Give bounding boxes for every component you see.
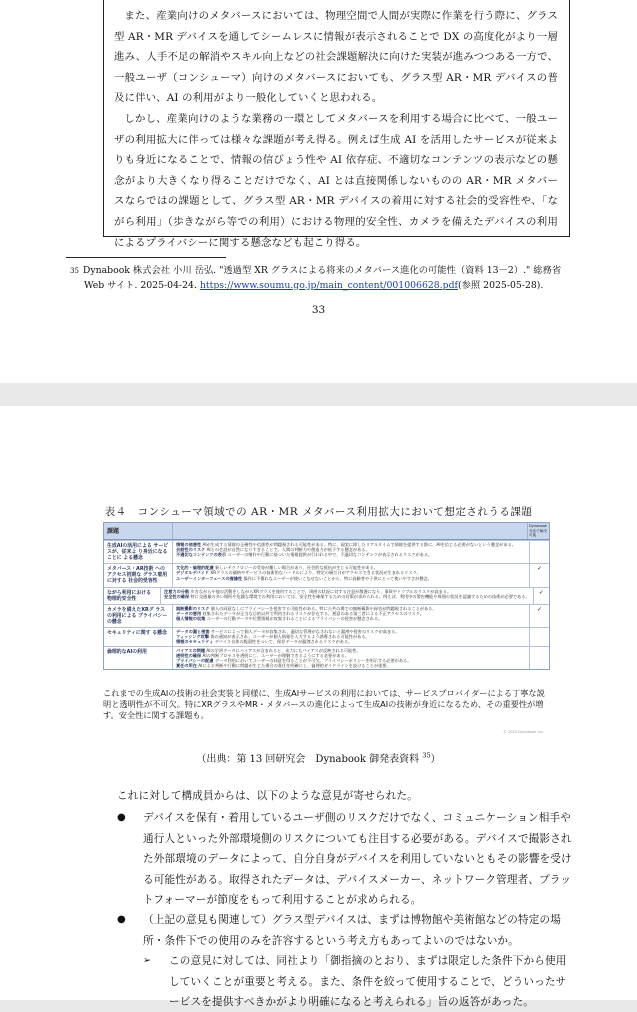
table-watermark: © 2025 Dynabook Inc.: [503, 730, 544, 734]
detail-line: [176, 576, 526, 581]
header-check: Dynabook 対応で解決可能: [529, 524, 548, 537]
table-row: [104, 646, 549, 670]
detail-term: プライバシーの配慮: [176, 658, 214, 664]
issue-cell: セキュリティに関す る懸念: [107, 630, 167, 637]
detail-desc: AIが生成する情報の正確性や信憑性が問題視される可能性がある。特に、現実に即したリアルタイムで情報を提供する際に、AIを信じる必要がないという懸念がある。: [201, 542, 516, 547]
reply-sub-bullet: [103, 951, 573, 1012]
detail-desc: ユーザーの行動データや位置情報が収集されることによるプライバシーの侵害が懸念される。: [205, 616, 383, 622]
footnote-divider: [66, 257, 226, 258]
boxed-text-block: [103, 0, 570, 249]
footnote-text: Dynabook 株式会社 小川 岳弘. "透過型 XR グラスによる将来のメタバース進化の可能性（資料 13－2）." 総務省 Web サイト. 2025-04-24.: [82, 265, 562, 291]
issue-cell: ながら利用における 物理的安全性: [107, 589, 152, 602]
check-cell: ✓: [533, 588, 549, 604]
reply-text: この意見に対しては、同社より「御指摘のとおり、まずは限定した条件下から使用していくことが重要と考える。また、条件を絞って使用することで、どういったサービスを提供すべきかがより明確になると考えられる」旨の返答があった。: [169, 955, 567, 1009]
page-number: 33: [311, 304, 326, 316]
header-detail: [172, 523, 527, 539]
detail-desc: 個人の同意なしにプライバシーを侵害する可能性がある。特に公共の場での無断撮影や録音が問題視されることがある。: [209, 605, 437, 611]
detail-desc: データ利用においてユーザーの同意を得ることが不可欠。プライバシーポリシーを明示する必要がある。: [213, 658, 412, 664]
detail-desc: XRグラスの価格やサービスの技術的なハードルにより、特定の層だけがアクセスできる状況が生まれるリスク。: [209, 570, 421, 576]
table-note: [103, 688, 548, 738]
check-cell: [529, 541, 549, 563]
detail-term: 注意力の分散: [164, 588, 190, 594]
footnote-number: 35: [70, 267, 79, 275]
detail-line: [176, 639, 526, 644]
bullet-marker: ●: [117, 914, 126, 926]
footnote-tail: (参照 2025-05-28).: [458, 279, 544, 291]
detail-term: データの漏と侵害: [176, 629, 210, 635]
detail-term: ユーザーインターフェースの複雑性: [176, 575, 243, 581]
check-cell: ✓: [529, 605, 549, 627]
detail-desc: 偽の通知が表示され、ユーザーが個人情報を入力するよう誘導される可能性がある。: [208, 634, 370, 640]
detail-cell: [172, 605, 529, 627]
detail-line: [164, 594, 530, 599]
page-upper: [0, 0, 637, 383]
table-row: [104, 540, 549, 563]
detail-term: バイアスの問題: [176, 647, 206, 653]
opinion-bullet-1-text: デバイスを保有・着用しているユーザ側のリスクだけでなく、コミュニケーション相手や通行人といった外部環境側のリスクについても注目する必要がある。デバイスで撮影された外部環境のデータによって、自分自身がデバイスを利用していないともその影響を受ける可能性がある。取得されたデータは、デバイスメーカー、ネットワーク管理者、プラットフォーマーが節度をもって利用することが求められる。: [143, 812, 572, 907]
box-paragraph-2: しかし、産業向けのような業務の一環としてメタバースを利用する場合に比べて、一般ユーザの利用拡大に伴っては様々な課題が考え得る。例えば生成 AI を活用したサービスが従来よりも身近になることで、情報の信びょう性や AI 依存症、不適切なコンテンツの表示などの懸念がより大きくなり得ることだけでなく、AI とは直接関係しないものの AR・MR メタバースならではの課題として、グラス型 AR・MR デバイスの着用に対する社会的受容性や、「ながら利用」（歩きながら等での利用）における物理的安全性、カメラを備えたデバイスの利用によるプライバシーに関する懸念なども起こり得る。: [114, 112, 558, 249]
table-row: [104, 604, 549, 627]
box-paragraph-1: また、産業向けのメタバースにおいては、物理空間で人間が実際に作業を行う際に、グラス型 AR・MR デバイスを通してシームレスに情報が表示されることで DX の高度化がより一層進み、人手不足の解消やスキル向上などの社会課題解決に向けた実装が進みつつある一方で、一般ユーザ（コンシューマ）向けのメタバースにおいても、グラス型 AR・MR デバイスの普及に伴い、AI の利用がより一般化していくと思われる。: [114, 10, 558, 105]
detail-desc: AIの学習データにバイアスが含まれると、出力にもバイアスが反映される可能性。: [205, 647, 361, 653]
issue-cell: メタバース・AR技術 へのアクセス初期な グラス着用に対する 社会的受容性: [107, 566, 168, 585]
check-cell: [529, 647, 549, 670]
table-header: [104, 523, 549, 540]
detail-desc: 収集されたデータが正当な目的以外で利用されるリスクが存在する。悪意のある第三者による不正アクセスのリスク。: [201, 610, 424, 616]
issue-cell: カメラを備えたXRグ ラスの利用による プライバシーの懸念: [107, 606, 168, 625]
detail-desc: ユーザーの嗜好や行動に基づいた情報提供が行われる中で、不適切なコンテンツが表示されるリスクがある。: [226, 552, 433, 558]
opinions-lead: これに対して構成員からは、以下のような意見が寄せられた。: [117, 790, 418, 802]
detail-term: 情報の信憑性: [176, 542, 202, 547]
check-cell: [529, 628, 549, 646]
opinion-bullet-1: [103, 808, 573, 910]
detail-desc: デバイス自体の脆弱性をついて、保存データが漏洩されるリスクがある。: [213, 639, 353, 645]
page-lower: [0, 406, 637, 1009]
detail-desc: 新しいテクノロジーの受容が難しい場合があり、社会的な抵抗が生じる可能性がある。: [213, 565, 379, 571]
check-cell: ✓: [529, 564, 549, 586]
detail-term: 文化的・倫理的配慮: [176, 565, 214, 571]
source-close: ）: [430, 754, 441, 765]
table-row: [104, 627, 549, 646]
detail-cell: [160, 588, 533, 604]
detail-desc: 特に交通量の多い場所や危険な環境での利用においては、安全性を確保するための対策が求められる。例えば、利用中の警告機能や周囲の状況を認識するための技術が必要である。: [189, 593, 530, 599]
detail-cell: [172, 628, 529, 646]
detail-line: [176, 663, 526, 668]
table-note-text: これまでの生成AIの技術の社会実装と同様に、生成AIサービスの利用においては、サービスプロバイダーによる丁寧な説明と透明性が不可欠。特にXRグラスやMR・メタバースの進化によって生成AIの技術が身近になるため、その重要性が増す。安全性に関する課題も。: [103, 688, 545, 720]
table-caption: 表４ コンシューマ領域での AR・MR メタバース利用拡大において想定されうる課題: [104, 506, 533, 518]
detail-line: [176, 552, 526, 557]
table-row: [104, 587, 549, 604]
detail-line: [176, 616, 526, 621]
issues-table: [103, 522, 550, 670]
detail-term: 安全性の確保: [164, 593, 190, 599]
detail-term: 個人情報の収集: [176, 616, 206, 622]
opinions-section: [103, 786, 573, 1012]
detail-desc: AIとの会話が自然になりすぎることで、人間の判断力や創造力が低下する懸念がある。: [205, 547, 370, 553]
detail-cell: [172, 647, 529, 670]
detail-term: 情報のセキュリティ: [176, 639, 214, 645]
detail-term: 責任の所在: [176, 663, 197, 669]
opinion-bullet-2-text: （上記の意見も関連して）グラス型デバイスは、まずは博物館や美術館などの特定の場所・条件下での使用のみを許容するという考え方もあってよいのではないか。: [143, 914, 561, 947]
detail-desc: AIの判断プロセスを透明にし、ユーザーが理解できるようにする必要がある。: [201, 652, 349, 658]
footnote-link[interactable]: https://www.soumu.go.jp/main_content/001006628.pdf: [199, 279, 458, 291]
source-text: （出典：第 13 回研究会 Dynabook 御発表資料: [196, 754, 423, 765]
detail-cell: [172, 564, 529, 586]
detail-desc: 操作に不慣れなユーザーが使いこなせないことから、特に高齢者や子供にとって使いやすさが懸念。: [242, 575, 432, 581]
detail-desc: AIによる判断や行動に問題が生じた場合の責任を明確にし、倫理的ガイドラインを設けることが重要。: [196, 663, 391, 669]
detail-cell: [172, 541, 529, 563]
detail-term: 透明性の確保: [176, 652, 202, 658]
detail-term: 無断撮影のリスク: [176, 605, 210, 611]
arrow-bullet-icon: ➢: [143, 955, 152, 967]
issue-cell: 倫理的なAIの利用: [107, 648, 147, 655]
detail-desc: サービスによって個人データが収集され、適切な管理がなされないと漏洩や侵害のリスクが高まる。: [209, 629, 400, 635]
source-citation: [0, 750, 637, 765]
detail-term: 不適切なコンテンツの表示: [176, 552, 227, 558]
bullet-marker: ●: [117, 812, 126, 824]
detail-term: フィッシング攻撃: [176, 634, 209, 640]
detail-term: 会話性のリスク: [176, 547, 206, 553]
table-body: [104, 540, 549, 669]
footnote: [70, 264, 564, 294]
detail-term: デジタルデバイド: [176, 570, 209, 576]
table-row: [104, 563, 549, 586]
header-issue: 課題: [107, 528, 120, 535]
source-ref: 35: [422, 751, 431, 760]
issue-cell: 生成AIの活用による サービスが、従来よ り身近になることに よる懸念: [107, 543, 169, 562]
detail-term: データの悪用: [176, 610, 202, 616]
opinion-bullet-2: [103, 910, 573, 951]
detail-desc: 歩きながらや他の活動をしながらXRグラスを使用することで、周囲の状況に対する注意が散漫になり、事故やトラブルのリスクが高まる。: [189, 588, 452, 594]
